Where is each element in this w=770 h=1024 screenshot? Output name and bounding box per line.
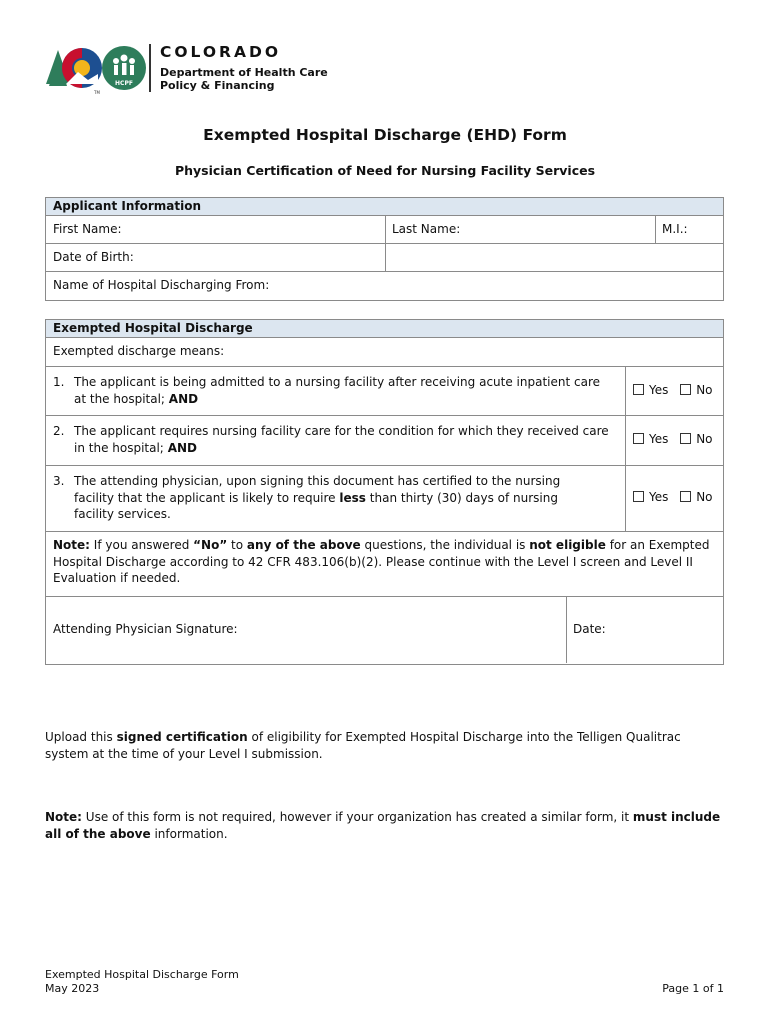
footer-form-name: Exempted Hospital Discharge Form <box>45 968 239 981</box>
applicant-info-heading: Applicant Information <box>46 198 723 216</box>
eligibility-note: Note: If you answered “No” to any of the above questions, the individual is not eligible for an Exempted Hospital Discharge according to 42 CFR 483.106(b)(2). Please continue with the Level I screen and Level II Evaluation if needed. <box>53 538 710 585</box>
svg-text:HCPF: HCPF <box>115 80 133 87</box>
page-title: Exempted Hospital Discharge (EHD) Form <box>203 126 567 144</box>
page-subtitle: Physician Certification of Need for Nursing Facility Services <box>174 163 596 178</box>
q3-yes-checkbox[interactable]: Yes <box>633 490 668 504</box>
page-number: Page 1 of 1 <box>662 982 724 995</box>
state-logo-icon <box>44 44 156 96</box>
applicant-info-table <box>45 197 724 301</box>
footer-left <box>45 968 239 996</box>
q2-no-checkbox[interactable]: No <box>680 432 712 446</box>
question-1: 1. The applicant is being admitted to a nursing facility after receiving acute inpatient care at the hospital; AND <box>53 375 601 406</box>
q2-yes-checkbox[interactable]: Yes <box>633 432 668 446</box>
footer-date: May 2023 <box>45 982 100 995</box>
org-name: COLORADO <box>160 43 282 61</box>
middle-initial-field[interactable]: M.I.: <box>662 222 688 236</box>
q3-no-checkbox[interactable]: No <box>680 490 712 504</box>
ehd-table <box>45 319 724 665</box>
question-3: 3. The attending physician, upon signing this document has certified to the nursing facility that the applicant is likely to require less than thirty (30) days of nursing facility services. <box>53 474 561 521</box>
svg-text:TM: TM <box>94 90 100 95</box>
form-usage-note: Note: Use of this form is not required, however if your organization has created a similar form, it must include all of the above information. <box>45 810 721 841</box>
ehd-intro: Exempted discharge means: <box>53 344 225 358</box>
last-name-field[interactable]: Last Name: <box>392 222 461 236</box>
physician-signature-field[interactable]: Attending Physician Signature: <box>53 622 238 636</box>
signature-date-field[interactable]: Date: <box>573 622 606 636</box>
department-name: Department of Health Care Policy & Financing <box>160 66 328 92</box>
q1-yes-checkbox[interactable]: Yes <box>633 383 668 397</box>
question-2: 2. The applicant requires nursing facility care for the condition for which they received care in the hospital; AND <box>53 424 609 455</box>
q1-no-checkbox[interactable]: No <box>680 383 712 397</box>
ehd-heading: Exempted Hospital Discharge <box>46 320 723 338</box>
hospital-name-field[interactable]: Name of Hospital Discharging From: <box>53 278 270 292</box>
upload-instructions: Upload this signed certification of eligibility for Exempted Hospital Discharge into the Telligen Qualitrac system at the time of your Level I submission. <box>45 730 681 761</box>
first-name-field[interactable]: First Name: <box>53 222 122 236</box>
date-of-birth-field[interactable]: Date of Birth: <box>53 250 134 264</box>
